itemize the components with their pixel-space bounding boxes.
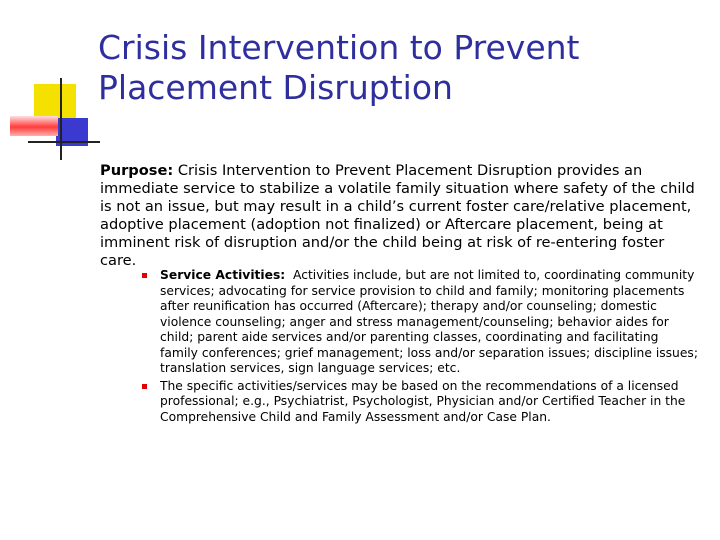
logo-vertical-line: [60, 78, 62, 160]
slide-title: Crisis Intervention to Prevent Placement Disruption: [98, 28, 580, 107]
colored-blocks-logo-icon: [0, 0, 100, 170]
red-square-bullet-icon: [142, 273, 147, 278]
purpose-label: Purpose:: [100, 162, 174, 179]
bullet-item-service-activities: [140, 268, 700, 377]
red-square-bullet-icon: [142, 384, 147, 389]
bullet-list: [140, 268, 700, 427]
logo-horizontal-line: [28, 141, 100, 143]
bullet-item-specific-activities: [140, 379, 700, 426]
bullet-label: Service Activities:: [160, 268, 286, 282]
purpose-paragraph: [100, 162, 700, 270]
bullet-text: The specific activities/services may be based on the recommendations of a licensed professional; e.g., Psychiatrist, Psychologist, Physician and/or Certified Teacher in the Comprehensive Child and Family Assessment and/or Case Plan.: [160, 378, 686, 424]
purpose-text: Crisis Intervention to Prevent Placement Disruption provides an immediate service to stabilize a volatile family situation where safety of the child is not an issue, but may result in a child’s current foster care/relative placement, adoptive placement (adoption not finalized) or Aftercare placement, being at imminent risk of disruption and/or the child being at risk of re-entering foster care.: [100, 162, 695, 269]
bullet-text: Activities include, but are not limited to, coordinating community services; advocating for service provision to child and family; monitoring placements after reunification has occurred (Aftercare); therapy and/or counseling; domestic violence counseling; anger and stress management/counseling; behavior aides for child; parent aide services and/or parenting classes, coordinating and facilitating family conferences; grief management; loss and/or separation issues; discipline issues; translation services, sign language services; etc.: [160, 268, 698, 375]
logo-red-bar: [10, 116, 58, 136]
